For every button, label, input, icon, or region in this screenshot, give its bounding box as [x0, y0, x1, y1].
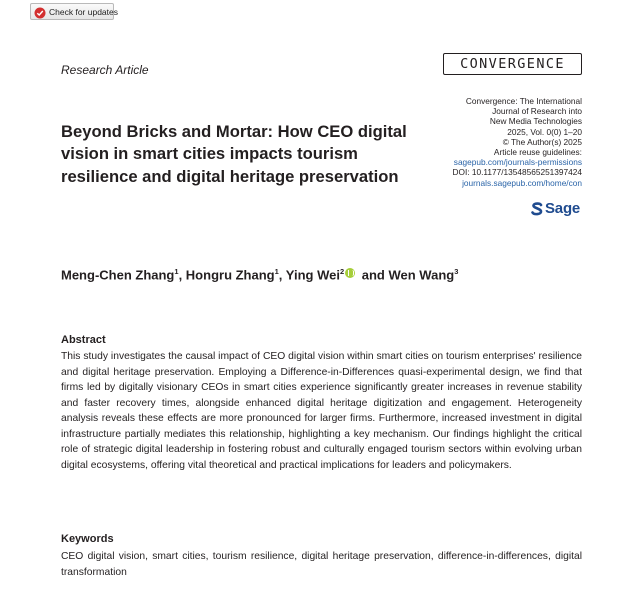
author-name[interactable]: Wen Wang [388, 267, 455, 283]
author-name[interactable]: Ying Wei [285, 267, 340, 283]
author-list [61, 267, 581, 282]
journal-home-link[interactable]: journals.sagepub.com/home/con [462, 177, 582, 188]
check-for-updates-icon [34, 6, 46, 18]
author-name[interactable]: Meng-Chen Zhang [61, 267, 175, 283]
check-for-updates-label: Check for updates [49, 6, 118, 17]
abstract-heading: Abstract [61, 334, 106, 346]
sage-logo [531, 200, 580, 217]
affiliation-marker: 1 [174, 267, 179, 276]
article-title: Beyond Bricks and Mortar: How CEO digital vision in smart cities impacts tourism resilience and digital heritage preservation [61, 122, 407, 186]
journal-logo: CONVERGENCE [443, 53, 582, 75]
sage-wordmark: Sage [545, 200, 581, 217]
permissions-link[interactable]: sagepub.com/journals-permissions [453, 157, 582, 168]
journal-name-line2: Journal of Research into [492, 106, 582, 117]
orcid-icon[interactable] [345, 268, 355, 278]
journal-name-line1: Convergence: The International [465, 96, 582, 106]
abstract-text: This study investigates the causal impact of CEO digital vision within smart cities on tourism enterprises' resilience and digital heritage preservation. Employing a Difference-in-Differences quasi-experimental design, we find that firms led by digitally visionary CEOs in smart cities experience significantly greater increases in revenue stability and faster recovery times, alongside enhanced digital heritage digitization and engagement. Heterogeneity analysis reveals these effects are more pronounced for larger firms. Furthermore, increased investment in digital infrastructure partially mediates this relationship, highlighting a key mechanism. Our findings highlight the critical role of strategic digital leadership in fostering robust and culturally engaged tourism sectors within evolving urban digital ecosystems, offering vital theoretical and practical implications for leaders and policymakers. [61, 351, 582, 471]
reuse-guidelines-label: Article reuse guidelines: [493, 147, 582, 158]
keywords-text: CEO digital vision, smart cities, tourism resilience, digital heritage preservation, difference-in-differences, digital transformation [61, 551, 582, 578]
journal-volume: 2025, Vol. 0(0) 1–20 [507, 126, 582, 137]
journal-name-line3: New Media Technologies [489, 116, 582, 127]
doi[interactable]: DOI: 10.1177/13548565251397424 [452, 167, 582, 178]
author-and: and [358, 267, 389, 283]
copyright: © The Author(s) 2025 [502, 136, 582, 147]
check-for-updates-button[interactable] [30, 3, 118, 20]
author-separator: , [178, 267, 186, 283]
sage-s-icon [531, 202, 543, 216]
affiliation-marker: 2 [339, 267, 345, 276]
article-type: Research Article [61, 63, 149, 77]
affiliation-marker: 3 [454, 267, 459, 276]
affiliation-marker: 1 [274, 267, 279, 276]
author-separator: , [278, 267, 286, 283]
author-name[interactable]: Hongru Zhang [185, 267, 275, 283]
keywords-heading: Keywords [61, 533, 114, 545]
